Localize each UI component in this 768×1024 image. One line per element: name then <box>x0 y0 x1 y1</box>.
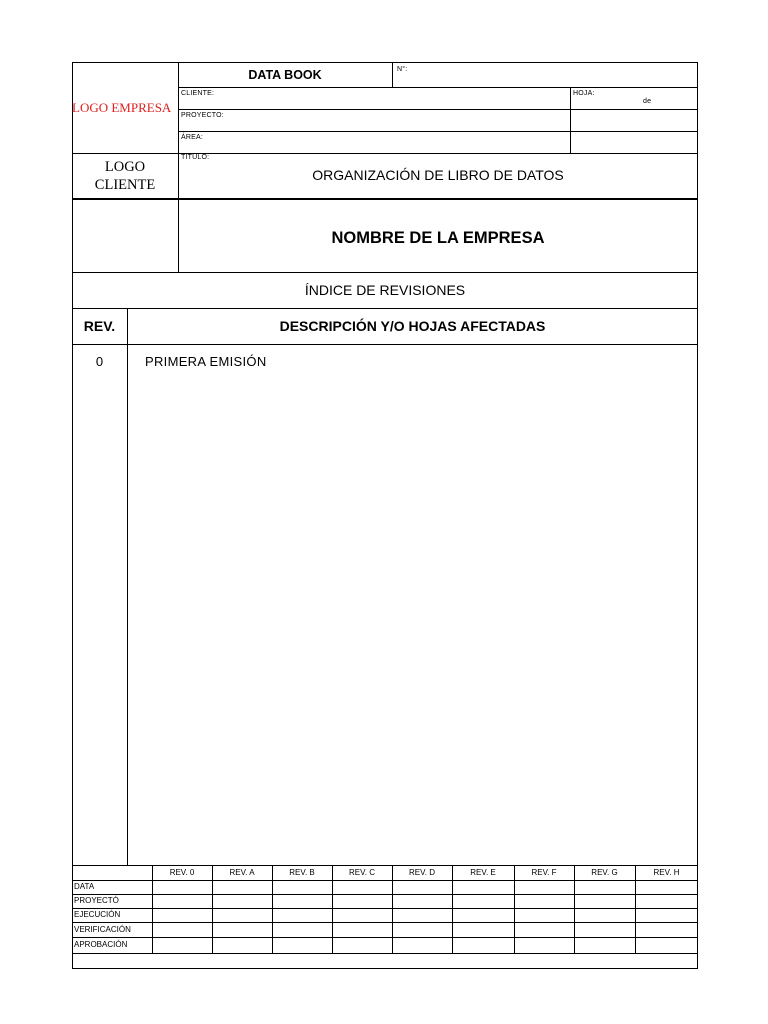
footer-col-rev-a: REV. A <box>229 868 255 877</box>
footer-col-rev-0: REV. 0 <box>169 868 195 877</box>
footer-row-data: DATA <box>74 882 95 891</box>
footer-line <box>72 880 698 881</box>
footer-col-divider <box>212 865 213 953</box>
footer-line <box>72 908 698 909</box>
rev-column-header: REV. <box>83 318 116 334</box>
footer-col-rev-g: REV. G <box>591 868 618 877</box>
description-column-header: DESCRIPCIÓN Y/O HOJAS AFECTADAS <box>279 318 546 334</box>
client-label: CLIENTE: <box>181 90 215 97</box>
footer-col-divider <box>514 865 515 953</box>
footer-col-divider <box>635 865 636 953</box>
logo-empresa: LOGO EMPRESA <box>72 100 172 115</box>
header-line-thick <box>72 198 698 200</box>
logo-cliente <box>72 158 178 194</box>
rev-column-divider <box>127 308 128 865</box>
footer-col-rev-b: REV. B <box>289 868 315 877</box>
footer-col-rev-f: REV. F <box>531 868 557 877</box>
section-line <box>72 272 698 273</box>
project-label: PROYECTO: <box>181 112 224 119</box>
footer-line <box>72 865 698 866</box>
document-title: ORGANIZACIÓN DE LIBRO DE DATOS <box>312 167 564 183</box>
title-label: TITULO: <box>181 154 210 161</box>
footer-col-rev-h: REV. H <box>653 868 680 877</box>
footer-line <box>72 937 698 938</box>
footer-col-rev-c: REV. C <box>349 868 375 877</box>
data-book-title: DATA BOOK <box>248 68 322 82</box>
header-line <box>72 153 698 154</box>
sheet-divider <box>570 87 571 153</box>
footer-row-proyecto: PROYECTÓ <box>74 896 119 905</box>
sheet-label: HOJA: <box>573 90 595 97</box>
sheet-of: de <box>643 98 652 105</box>
section-line <box>72 344 698 345</box>
logo-cliente-line1: LOGO <box>104 159 146 175</box>
header-line <box>178 87 698 88</box>
footer-col-divider <box>452 865 453 953</box>
revisions-index-title: ÍNDICE DE REVISIONES <box>304 282 466 298</box>
footer-row-aprobacion: APROBACIÓN <box>74 940 128 949</box>
footer-row-verificacion: VERIFICACIÓN <box>74 925 131 934</box>
header-line <box>178 131 698 132</box>
revision-description: PRIMERA EMISIÓN <box>145 354 267 369</box>
revision-number: 0 <box>95 354 104 369</box>
footer-line <box>72 922 698 923</box>
section-line <box>72 308 698 309</box>
area-label: ÁREA: <box>181 134 204 141</box>
footer-line <box>72 894 698 895</box>
footer-col-divider <box>392 865 393 953</box>
footer-col-divider <box>332 865 333 953</box>
number-divider <box>392 62 393 87</box>
footer-col-divider <box>152 865 153 953</box>
logo-cliente-line2: CLIENTE <box>94 177 156 193</box>
company-name: NOMBRE DE LA EMPRESA <box>331 229 545 247</box>
footer-col-rev-e: REV. E <box>470 868 496 877</box>
footer-col-divider <box>574 865 575 953</box>
footer-row-ejecucion: EJECUCIÓN <box>74 910 121 919</box>
number-label: N°: <box>397 66 408 73</box>
footer-line <box>72 953 698 954</box>
footer-col-divider <box>272 865 273 953</box>
header-line <box>178 109 698 110</box>
footer-col-rev-d: REV. D <box>409 868 435 877</box>
